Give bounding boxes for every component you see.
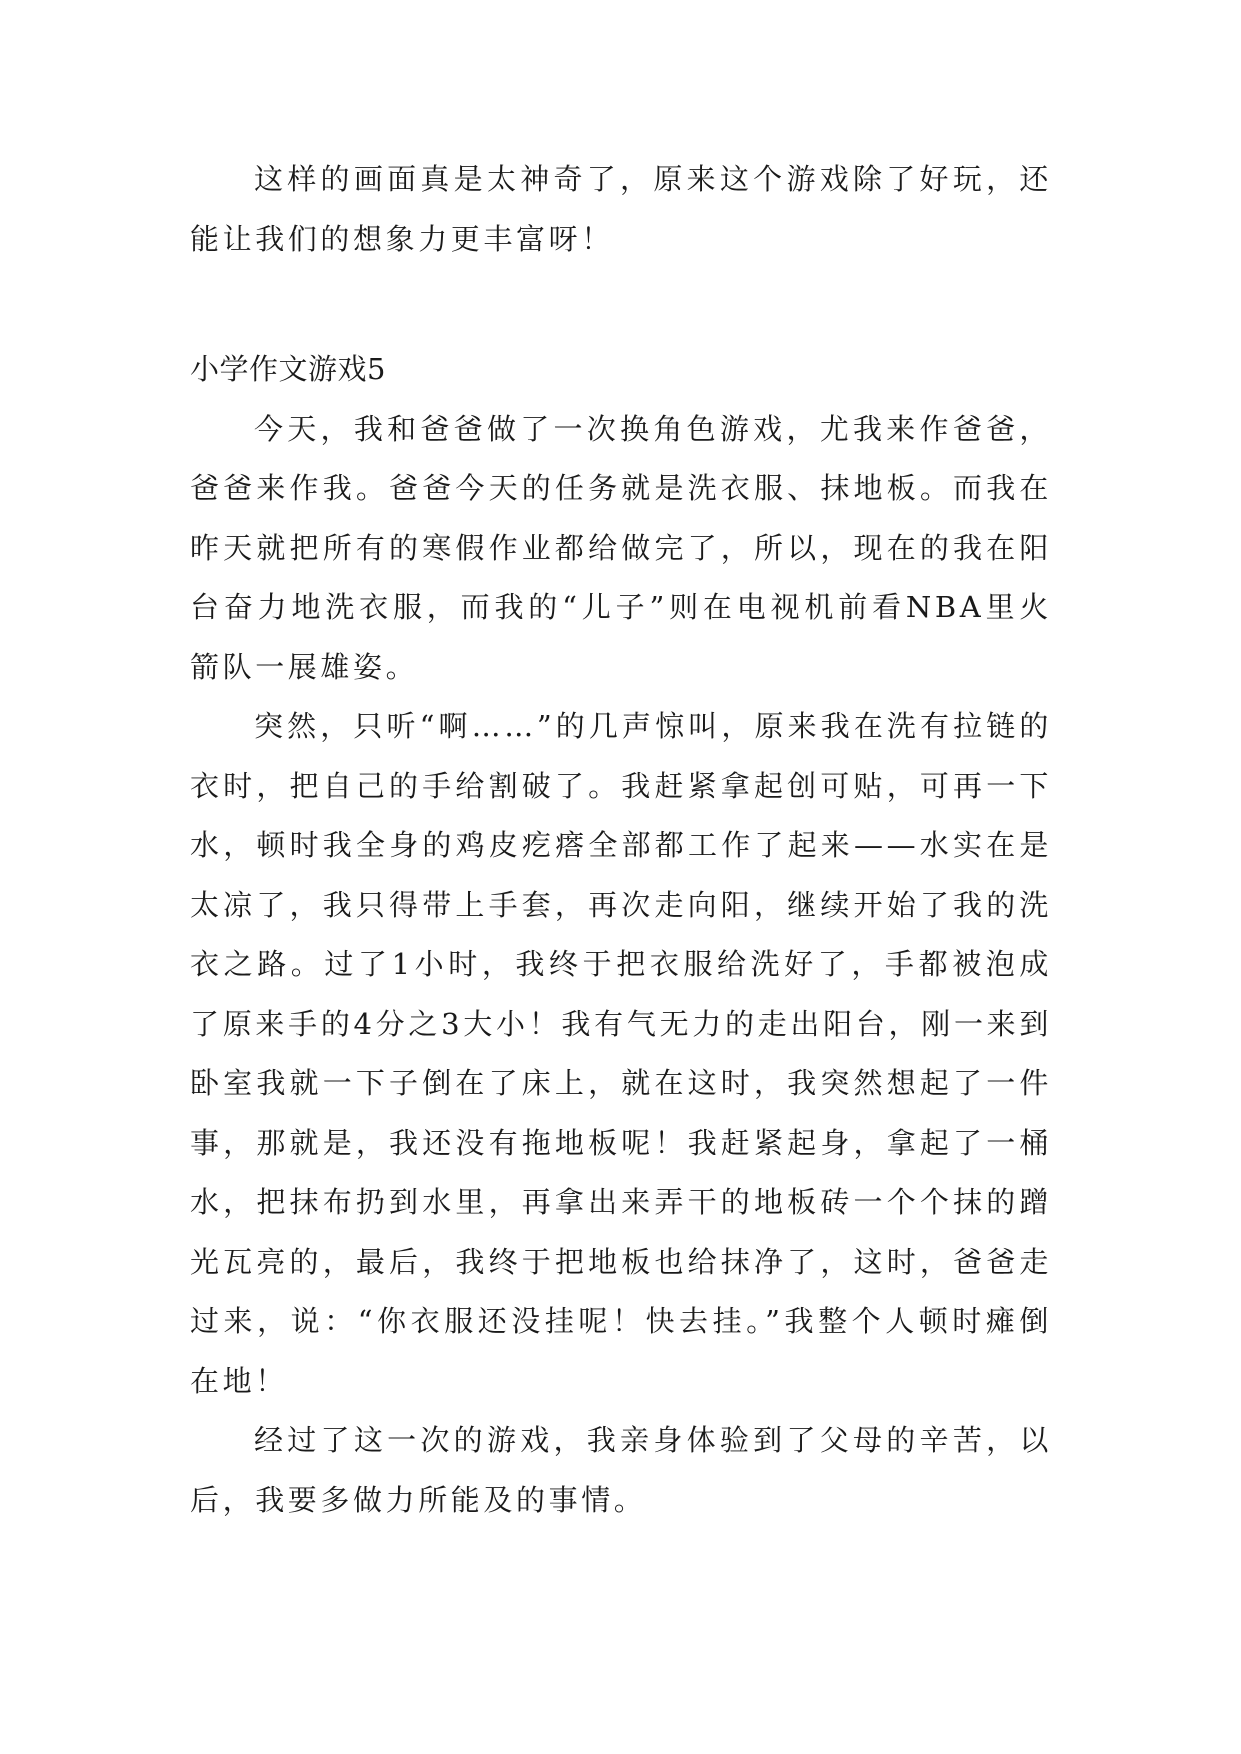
document-page [190, 150, 1052, 1530]
body-paragraph: 今天，我和爸爸做了一次换角色游戏，尤我来作爸爸，爸爸来作我。爸爸今天的任务就是洗衣服、抹地板。而我在昨天就把所有的寒假作业都给做完了，所以，现在的我在阳台奋力地洗衣服，而我的“儿子”则在电视机前看NBA里火箭队一展雄姿。 [190, 411, 1052, 684]
section-title: 小学作文游戏5 [190, 352, 386, 386]
body-paragraph: 突然，只听“啊……”的几声惊叫，原来我在洗有拉链的衣时，把自己的手给割破了。我赶紧拿起创可贴，可再一下水，顿时我全身的鸡皮疙瘩全部都工作了起来——水实在是太凉了，我只得带上手套，再次走向阳，继续开始了我的洗衣之路。过了1小时，我终于把衣服给洗好了，手都被泡成了原来手的4分之3大小！我有气无力的走出阳台，刚一来到卧室我就一下子倒在了床上，就在这时，我突然想起了一件事，那就是，我还没有拖地板呢！我赶紧起身，拿起了一桶水，把抹布扔到水里，再拿出来弄干的地板砖一个个抹的蹭光瓦亮的，最后，我终于把地板也给抹净了，这时，爸爸走过来，说：“你衣服还没挂呢！快去挂。”我整个人顿时瘫倒在地！ [190, 709, 1052, 1398]
section-spacer [190, 269, 1052, 340]
body-paragraph: 经过了这一次的游戏，我亲身体验到了父母的辛苦，以后，我要多做力所能及的事情。 [190, 1423, 1052, 1517]
intro-paragraph: 这样的画面真是太神奇了，原来这个游戏除了好玩，还能让我们的想象力更丰富呀！ [190, 162, 1052, 256]
